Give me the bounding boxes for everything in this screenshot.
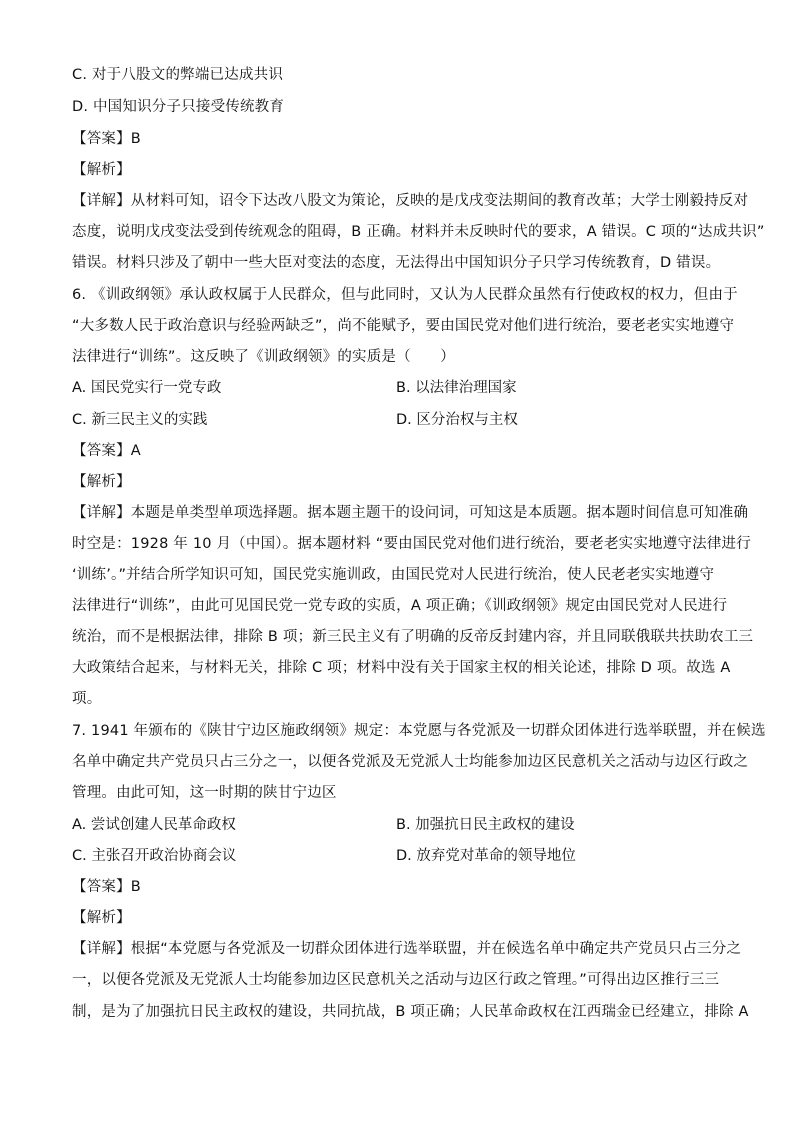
q6-stem-line: 6. 《训政纲领》承认政权属于人民群众，但与此同时，又认为人民群众虽然有行使政权的权力，但由于 (72, 287, 738, 303)
q6-stem-line: 法律进行“训练”。这反映了《训政纲领》的实质是（ ） (72, 349, 455, 365)
q6-option-a: A. 国民党实行一党专政 (72, 380, 222, 396)
prev-detail-line: 错误。材料只涉及了朝中一些大臣对变法的态度，无法得出中国知识分子只学习传统教育，D 错误。 (72, 255, 721, 271)
q7-option-d: D. 放弃党对革命的领导地位 (396, 848, 576, 864)
q6-detail-line: 项。 (72, 691, 102, 707)
q6-option-c: C. 新三民主义的实践 (72, 412, 208, 428)
q6-option-b: B. 以法律治理国家 (396, 380, 517, 396)
q7-option-c: C. 主张召开政治协商会议 (72, 848, 237, 864)
q6-detail-line: 大政策结合起来，与材料无关，排除 C 项；材料中没有关于国家主权的相关论述，排除 D 项。故选 A (72, 660, 731, 676)
q7-detail-line: 【详解】根据“本党愿与各党派及一切群众团体进行选举联盟，并在候选名单中确定共产党员只占三分之 (72, 941, 742, 957)
q6-detail-line: 统治，而不是根据法律，排除 B 项；新三民主义有了明确的反帝反封建内容，并且同联俄联共扶助农工三 (72, 629, 754, 645)
prev-option-c: C. 对于八股文的弊端已达成共识 (72, 67, 284, 83)
q6-option-d: D. 区分治权与主权 (396, 412, 518, 428)
q6-analysis-label: 【解析】 (72, 474, 131, 490)
prev-detail-line: 【详解】从材料可知，诏令下达改八股文为策论，反映的是戊戌变法期间的教育改革；大学士刚毅持反对 (72, 193, 749, 209)
q7-answer: 【答案】B (72, 879, 141, 895)
q6-detail-line: 法律进行“训练”，由此可见国民党一党专政的实质，A 项正确；《训政纲领》规定由国民党对人民进行 (72, 598, 728, 614)
prev-answer: 【答案】B (72, 131, 141, 147)
q7-stem-line: 管理。由此可知，这一时期的陕甘宁边区 (72, 785, 337, 801)
prev-option-d: D. 中国知识分子只接受传统教育 (72, 99, 285, 115)
q6-stem-line: “大多数人民于政治意识与经验两缺乏”，尚不能赋予，要由国民党对他们进行统治，要老老实实地遵守 (72, 318, 735, 334)
q6-detail-line: 时空是：1928 年 10 月（中国）。据本题材料 “要由国民党对他们进行统治，要老老实实地遵守法律进行 (72, 536, 751, 552)
q6-detail-line: ‘训练’。”并结合所学知识可知，国民党实施训政，由国民党对人民进行统治，使人民老老实实地遵守 (72, 567, 715, 583)
q7-stem-line: 名单中确定共产党员只占三分之一，以便各党派及无党派人士均能参加边区民意机关之活动与边区行政之 (72, 754, 749, 770)
q6-detail-line: 【详解】本题是单类型单项选择题。据本题主题干的设问词，可知这是本质题。据本题时间信息可知准确 (72, 505, 749, 521)
prev-analysis-label: 【解析】 (72, 162, 131, 178)
q7-stem-line: 7. 1941 年颁布的《陕甘宁边区施政纲领》规定：本党愿与各党派及一切群众团体进行选举联盟，并在候选 (72, 723, 766, 739)
q6-answer: 【答案】A (72, 443, 141, 459)
prev-detail-line: 态度，说明戊戌变法受到传统观念的阻碍，B 正确。材料并未反映时代的要求，A 错误。C 项的“达成共识” (72, 224, 765, 240)
q7-detail-line: 制，是为了加强抗日民主政权的建设，共同抗战，B 项正确；人民革命政权在江西瑞金已经建立，排除 A (72, 1004, 749, 1020)
q7-option-b: B. 加强抗日民主政权的建设 (396, 817, 575, 833)
q7-detail-line: 一，以便各党派及无党派人士均能参加边区民意机关之活动与边区行政之管理。”可得出边区推行三三 (72, 972, 720, 988)
q7-option-a: A. 尝试创建人民革命政权 (72, 817, 236, 833)
q7-analysis-label: 【解析】 (72, 910, 131, 926)
